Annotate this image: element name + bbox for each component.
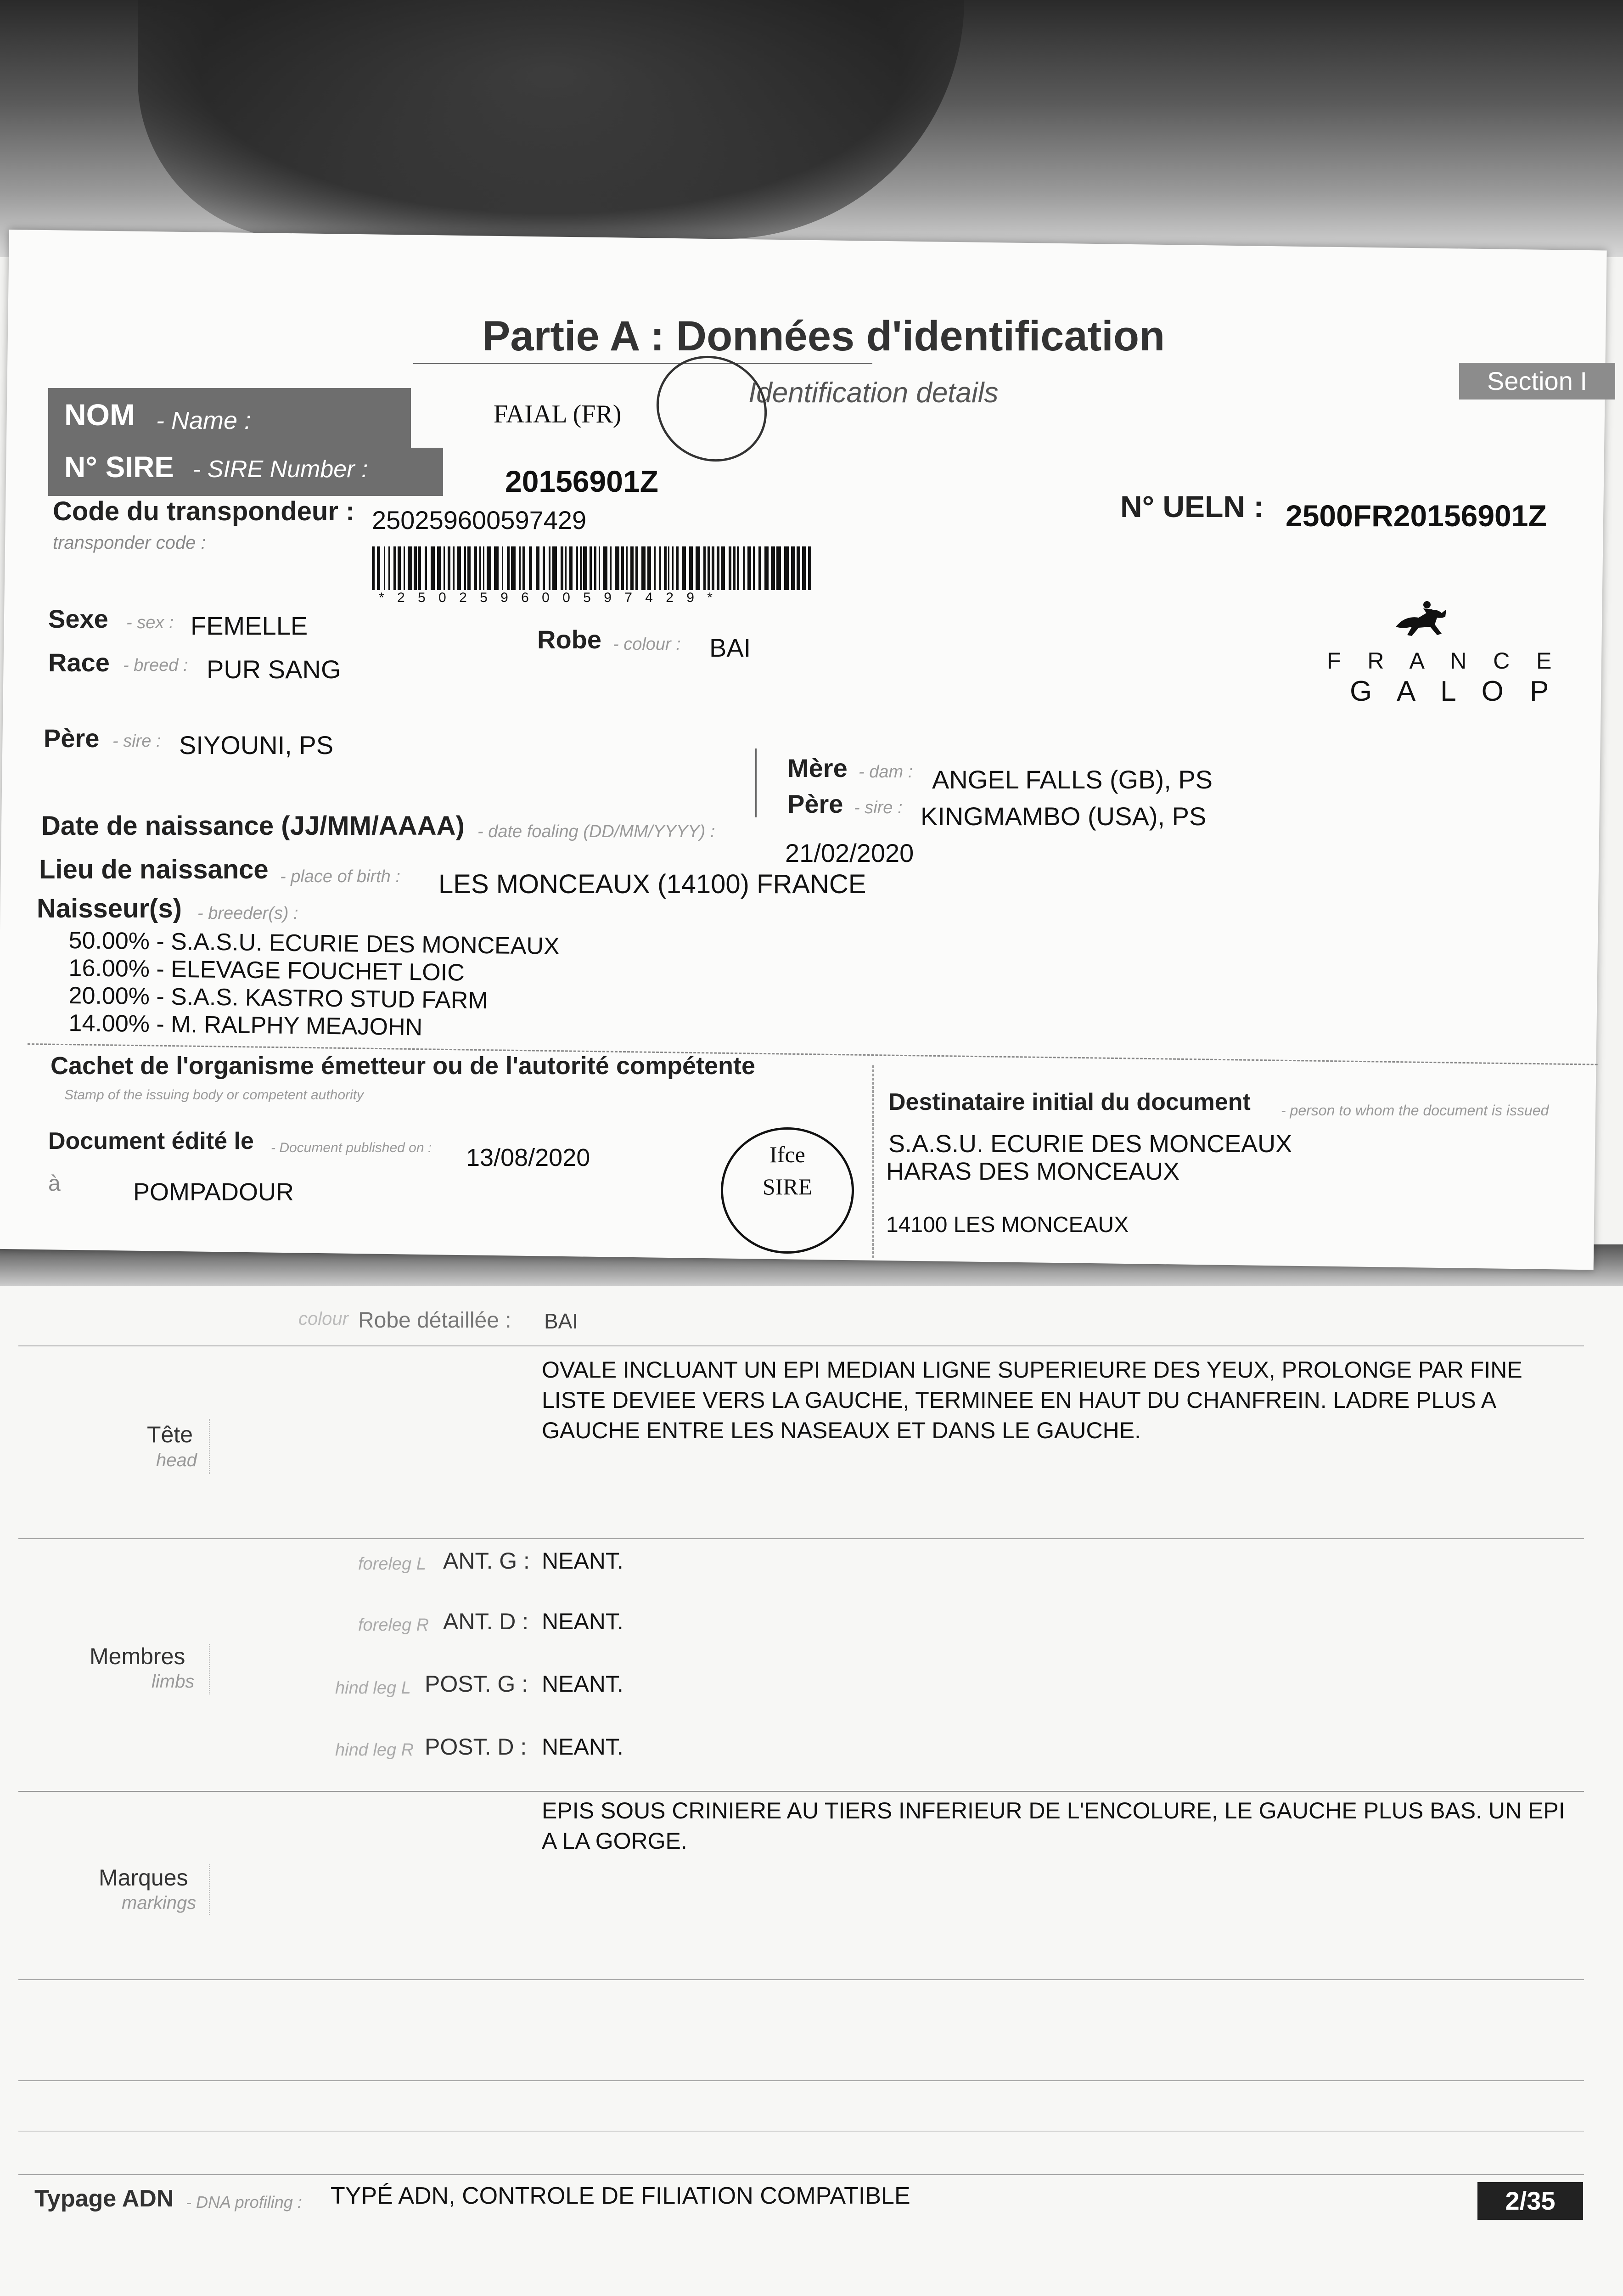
sire-name-sub: - sire : [112, 732, 161, 751]
limb-sub: foreleg R [358, 1615, 429, 1635]
limbs-label: Membres [90, 1643, 185, 1669]
page-number: 2/35 [1477, 2182, 1583, 2220]
marks-sub: markings [122, 1893, 197, 1913]
breed-label: Race [48, 648, 110, 677]
marks-label: Marques [99, 1865, 188, 1891]
limb-label: ANT. D : [443, 1609, 529, 1634]
france-galop-watermark [643, 349, 781, 473]
name-label: NOM [64, 398, 135, 432]
pedigree-divider [755, 748, 757, 817]
head-col-divider [209, 1419, 210, 1474]
recipient-sub: - person to whom the document is issued [1281, 1102, 1549, 1119]
breeders-label: Naisseur(s) [37, 894, 182, 923]
at-label: à [48, 1171, 61, 1196]
stamp-label: Cachet de l'organisme émetteur ou de l'autorité compétente [51, 1052, 756, 1080]
dna-sub: - DNA profiling : [186, 2193, 302, 2212]
sire-name-value: SIYOUNI, PS [179, 731, 334, 760]
page-subtitle: Identification details [748, 377, 999, 409]
stamp-text-ifce: Ifce [769, 1142, 805, 1167]
name-value: FAIAL (FR) [494, 400, 622, 428]
row-divider [18, 1538, 1584, 1539]
dam-label: Mère [787, 754, 848, 782]
sire-value: 20156901Z [505, 464, 658, 498]
transponder-label: Code du transpondeur : [53, 496, 355, 526]
birth-place-sub: - place of birth : [280, 867, 400, 886]
breeder-item: 50.00% - S.A.S.U. ECURIE DES MONCEAUX [68, 927, 560, 960]
barcode-text: * 2 5 0 2 5 9 6 0 0 5 9 7 4 2 9 * [379, 590, 717, 605]
breeder-item: 16.00% - ELEVAGE FOUCHET LOIC [68, 955, 465, 986]
recipient-label: Destinataire initial du document [888, 1089, 1251, 1115]
breeders-sub: - breeder(s) : [197, 904, 298, 923]
marks-col-divider [209, 1864, 210, 1915]
birth-date-label: Date de naissance (JJ/MM/AAAA) [41, 811, 465, 841]
sex-label: Sexe [48, 604, 108, 633]
colour-sub: - colour : [613, 635, 681, 654]
limb-value: NEANT. [542, 1734, 623, 1760]
stamp-sub: Stamp of the issuing body or competent authority [64, 1087, 364, 1103]
page-title: Partie A : Données d'identification [482, 313, 1165, 360]
head-label: Tête [147, 1422, 193, 1447]
recipient-divider [872, 1065, 874, 1258]
sire-label: N° SIRE [64, 450, 174, 484]
colour-label: Robe [537, 625, 601, 654]
row-divider [18, 1979, 1584, 1980]
section-badge: Section I [1459, 363, 1615, 400]
damsire-label: Père [787, 789, 843, 818]
limb-value: NEANT. [542, 1609, 623, 1634]
hand-shadow [138, 0, 964, 239]
limb-sub: foreleg L [358, 1554, 426, 1574]
limbs-sub: limbs [152, 1671, 195, 1692]
brand-line1: F R A N C E [1327, 648, 1562, 674]
colour-value: BAI [709, 633, 751, 662]
name-sub: - Name : [156, 407, 252, 434]
transponder-value: 250259600597429 [372, 506, 587, 535]
row-divider [18, 2080, 1584, 2081]
limb-label: ANT. G : [443, 1548, 530, 1574]
limb-value: NEANT. [542, 1548, 623, 1574]
breed-sub: - breed : [123, 656, 188, 675]
breed-value: PUR SANG [207, 655, 341, 684]
sire-name-label: Père [44, 724, 100, 753]
marks-description: EPIS SOUS CRINIERE AU TIERS INFERIEUR DE L'ENCOLURE, LE GAUCHE PLUS BAS. UN EPI A LA GORGE. [542, 1798, 1565, 1854]
row-divider [18, 1791, 1584, 1792]
limb-sub: hind leg R [335, 1740, 414, 1760]
dna-label: Typage ADN [34, 2185, 174, 2212]
robe-detail-sub: colour [298, 1309, 348, 1329]
recipient-line2: HARAS DES MONCEAUX [886, 1158, 1180, 1185]
row-divider [18, 2174, 1584, 2175]
robe-detail-value: BAI [544, 1309, 578, 1333]
limb-label: POST. G : [425, 1671, 528, 1697]
at-value: POMPADOUR [133, 1178, 294, 1206]
recipient-line1: S.A.S.U. ECURIE DES MONCEAUX [888, 1130, 1292, 1158]
sex-value: FEMELLE [191, 611, 308, 640]
birth-date-sub: - date foaling (DD/MM/YYYY) : [477, 822, 715, 841]
damsire-value: KINGMAMBO (USA), PS [921, 802, 1207, 831]
stamp-text-sire: SIRE [762, 1174, 813, 1199]
published-value: 13/08/2020 [466, 1144, 590, 1171]
birth-place-label: Lieu de naissance [39, 855, 269, 884]
transponder-sub: transponder code : [53, 533, 206, 553]
dam-value: ANGEL FALLS (GB), PS [932, 765, 1213, 794]
head-sub: head [156, 1450, 197, 1470]
ueln-value: 2500FR20156901Z [1286, 499, 1547, 533]
sex-sub: - sex : [126, 613, 174, 632]
limb-sub: hind leg L [335, 1678, 411, 1698]
limbs-col-divider [209, 1644, 210, 1694]
breeder-item: 20.00% - S.A.S. KASTRO STUD FARM [68, 982, 489, 1014]
head-description: OVALE INCLUANT UN EPI MEDIAN LIGNE SUPERIEURE DES YEUX, PROLONGE PAR FINE LISTE DEVIEE VERS LA GAUCHE, TERMINEE EN HAUT DU CHANFREIN. LADRE PLUS A GAUCHE ENTRE LES NASEAUX ET DANS LE GAUCHE. [542, 1357, 1522, 1443]
published-label: Document édité le [48, 1128, 254, 1154]
breeder-item: 14.00% - M. RALPHY MEAJOHN [68, 1010, 423, 1041]
birth-place-value: LES MONCEAUX (14100) FRANCE [438, 869, 866, 899]
row-divider [18, 2131, 1584, 2132]
limb-value: NEANT. [542, 1671, 623, 1697]
brand-line2: G A L O P [1350, 675, 1558, 707]
row-divider [18, 1345, 1584, 1346]
recipient-line3: 14100 LES MONCEAUX [886, 1213, 1129, 1237]
dam-sub: - dam : [859, 762, 913, 782]
robe-detail-label: Robe détaillée : [358, 1308, 511, 1333]
limb-label: POST. D : [425, 1734, 527, 1760]
dna-value: TYPÉ ADN, CONTROLE DE FILIATION COMPATIBLE [331, 2183, 910, 2209]
sire-sub: - SIRE Number : [193, 456, 368, 483]
jockey-horse-icon [1391, 599, 1451, 641]
published-sub: - Document published on : [271, 1140, 432, 1155]
ueln-label: N° UELN : [1120, 490, 1264, 523]
birth-date-value: 21/02/2020 [785, 838, 914, 867]
damsire-sub: - sire : [854, 798, 903, 817]
